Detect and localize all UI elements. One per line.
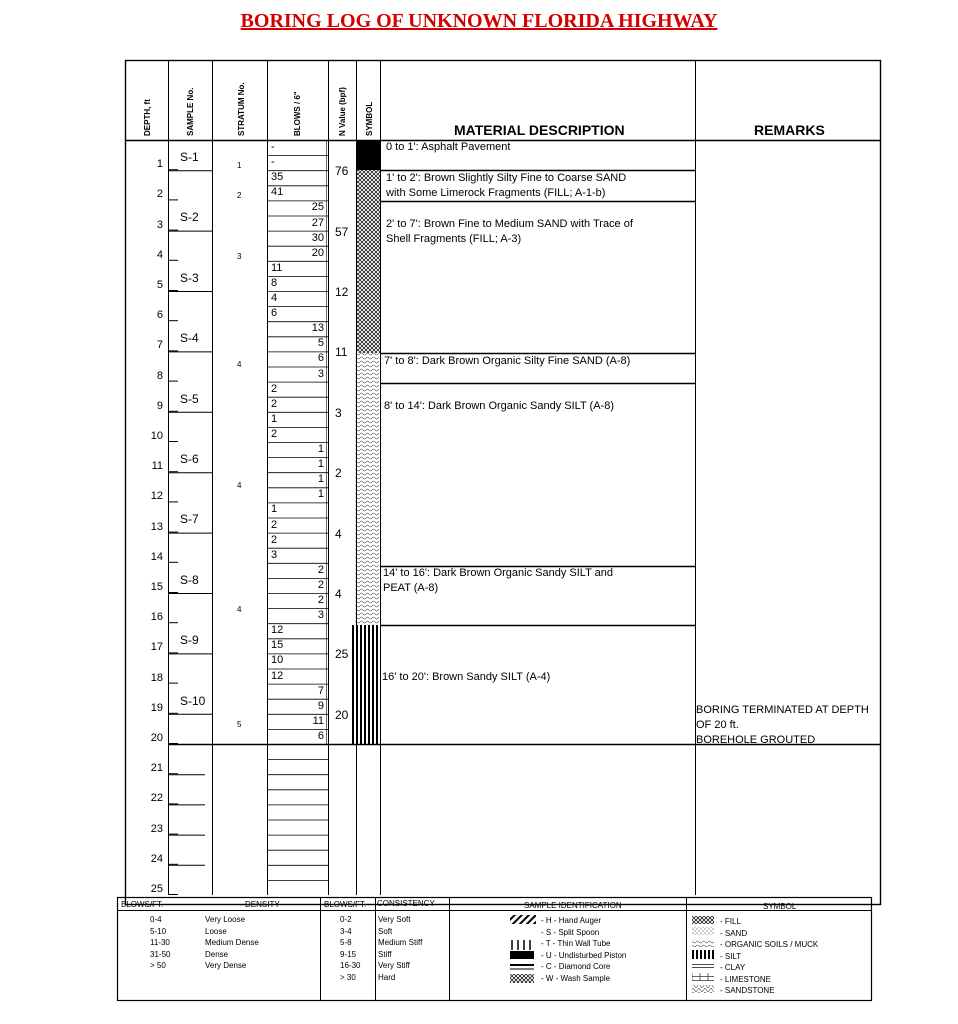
depth-label: 9	[156, 399, 163, 412]
blow-count: -	[271, 156, 275, 169]
density-blows: 31-50	[150, 949, 171, 959]
n-value: 20	[335, 707, 349, 722]
symbol-type: - LIMESTONE	[720, 974, 771, 984]
depth-label: 10	[150, 430, 163, 442]
depth-label: 17	[150, 641, 163, 654]
sample-id: S-3	[180, 270, 199, 285]
depth-label: 12	[150, 490, 163, 503]
depth-label: 20	[150, 732, 163, 744]
sample-id: S-5	[180, 391, 199, 406]
silt-symbol	[352, 625, 378, 744]
symbol-header: SYMBOL	[365, 101, 374, 136]
blow-count: 2	[317, 578, 324, 591]
consistency-label: Very Stiff	[378, 961, 410, 970]
blow-count: 10	[271, 654, 284, 667]
depth-label: 16	[150, 611, 163, 624]
legend-density-header: DENSITY	[245, 900, 280, 909]
sample-id: S-4	[180, 331, 199, 346]
blow-count: 6	[317, 352, 324, 365]
sample-id: S-6	[180, 452, 199, 466]
density-blows: 5-10	[150, 926, 167, 936]
blow-count: 41	[271, 186, 284, 199]
depth-label: 13	[150, 520, 163, 533]
density-label: Very Dense	[205, 961, 247, 970]
sample-id: S-1	[180, 150, 199, 164]
depth-label: 23	[150, 822, 163, 835]
blow-count: 12	[271, 669, 284, 682]
remarks-text: BORING TERMINATED AT DEPTH OF 20 ft. BOREHOLE GROUTED	[696, 704, 869, 746]
material-layer-7: 16' to 20': Brown Sandy SILT (A-4)	[382, 671, 551, 683]
blow-count: 2	[271, 382, 278, 395]
depth-label: 18	[150, 671, 163, 684]
stratum-header: STRATUM No.	[237, 82, 246, 136]
material-layer-3: 2' to 7': Brown Fine to Medium SAND with Trace of Shell Fragments (FILL; A-3)	[386, 218, 633, 245]
depth-label: 15	[150, 581, 163, 593]
stratum-label: 1	[237, 161, 242, 171]
blow-count: 2	[317, 563, 324, 576]
density-label: Medium Dense	[205, 938, 259, 947]
stratum-label: 4	[237, 605, 242, 615]
blow-count: 20	[311, 246, 324, 259]
stratum-label: 3	[237, 251, 242, 261]
blows-header: BLOWS / 6"	[293, 91, 302, 136]
legend-sample-id-header: SAMPLE IDENTIFICATION	[524, 901, 622, 910]
sample-type: - U - Undisturbed Piston	[541, 950, 627, 960]
density-label: Loose	[205, 926, 227, 936]
n-value: 76	[335, 164, 349, 179]
material-header: MATERIAL DESCRIPTION	[454, 122, 625, 138]
density-blows: 0-4	[150, 915, 162, 924]
density-label: Very Loose	[205, 915, 246, 924]
consistency-label: Stiff	[378, 949, 392, 959]
blow-count: 1	[317, 488, 324, 501]
depth-label: 3	[156, 218, 163, 231]
material-layer-4: 7' to 8': Dark Brown Organic Silty Fine SAND (A-8)	[384, 355, 631, 367]
symbol-type: - SAND	[720, 928, 748, 938]
consistency-blows: 16-30	[340, 961, 361, 970]
n-value: 2	[335, 466, 342, 481]
sample-type: - T - Thin Wall Tube	[541, 939, 611, 948]
sample-id: S-8	[180, 572, 199, 587]
depth-label: 7	[156, 339, 163, 352]
legend-blows-header-2: BLOWS/FT.	[324, 900, 367, 909]
symbol-type: - SILT	[720, 951, 742, 961]
depth-label: 22	[150, 792, 163, 805]
blow-count: 1	[317, 443, 324, 455]
consistency-blows: 5-8	[340, 938, 352, 947]
depth-label: 14	[150, 550, 163, 563]
blow-count: 25	[311, 201, 324, 214]
blow-count: 6	[271, 307, 278, 320]
blow-count: 2	[271, 427, 278, 440]
remarks-header: REMARKS	[754, 122, 825, 138]
stratum-label: 4	[237, 481, 242, 491]
depth-label: 25	[150, 883, 163, 895]
density-label: Dense	[205, 949, 229, 959]
sample-id: S-9	[180, 633, 199, 648]
blow-count: 2	[271, 518, 278, 531]
sample-id: S-2	[180, 210, 199, 225]
fill-symbol	[357, 170, 381, 353]
blow-count: 5	[317, 337, 324, 350]
asphalt-symbol	[357, 140, 381, 170]
blow-count: 1	[271, 503, 278, 516]
symbol-type: - FILL	[720, 917, 741, 926]
material-layer-1: 0 to 1': Asphalt Pavement	[386, 141, 511, 153]
symbol-type: - CLAY	[720, 963, 746, 972]
blow-count: 2	[271, 397, 278, 410]
blow-count: 6	[317, 729, 324, 742]
stratum-label: 4	[237, 360, 242, 370]
depth-label: 11	[151, 460, 163, 473]
density-blows: > 50	[150, 961, 166, 970]
depth-label: 5	[156, 279, 163, 291]
blow-count: 1	[317, 473, 324, 486]
blow-count: 7	[317, 684, 324, 697]
sample-type: - C - Diamond Core	[541, 962, 611, 971]
blow-count: 3	[317, 367, 324, 380]
blow-count: -	[271, 141, 275, 153]
blow-count: 2	[271, 533, 278, 546]
sample-id: S-10	[180, 693, 206, 708]
page-title: BORING LOG OF UNKNOWN FLORIDA HIGHWAY	[240, 10, 718, 32]
legend-symbol-header: SYMBOL	[763, 902, 797, 911]
depth-label: 24	[150, 852, 163, 865]
blow-count: 1	[271, 412, 278, 425]
legend-consistency-header: CONSISTENCY	[377, 899, 435, 908]
consistency-blows: 0-2	[340, 915, 352, 924]
depth-label: 21	[150, 762, 163, 775]
stratum-label: 2	[237, 191, 242, 201]
consistency-label: Medium Stiff	[378, 938, 423, 947]
blow-count: 11	[271, 261, 283, 274]
consistency-blows: > 30	[340, 972, 356, 982]
sample-type: - W - Wash Sample	[541, 973, 611, 983]
sample-header: SAMPLE No.	[186, 87, 195, 136]
symbol-type: - ORGANIC SOILS / MUCK	[720, 940, 819, 949]
density-blows: 11-30	[150, 938, 170, 947]
nvalue-header: N Value (bpf)	[338, 87, 347, 136]
depth-label: 4	[156, 248, 163, 261]
n-value: 4	[335, 526, 342, 541]
symbol-type: - SANDSTONE	[720, 986, 775, 995]
blow-count: 30	[311, 231, 324, 244]
blow-count: 11	[312, 714, 324, 727]
blow-count: 4	[271, 292, 278, 304]
blow-count: 12	[271, 624, 284, 637]
depth-header: DEPTH, ft	[143, 99, 152, 136]
material-layer-2: 1' to 2': Brown Slightly Silty Fine to Coarse SAND with Some Limerock Fragments (FILL; A-1-b)	[386, 172, 627, 199]
blow-count: 13	[311, 322, 324, 335]
blow-count: 35	[271, 171, 284, 184]
blow-count: 1	[317, 458, 324, 471]
blow-count: 3	[317, 609, 324, 622]
consistency-label: Very Soft	[378, 915, 411, 924]
consistency-blows: 9-15	[340, 949, 357, 959]
depth-label: 19	[150, 701, 163, 714]
blow-count: 3	[271, 548, 278, 561]
depth-label: 8	[156, 369, 163, 382]
depth-label: 1	[156, 158, 163, 171]
n-value: 12	[335, 285, 349, 299]
organic-symbol	[355, 353, 379, 625]
material-layer-6: 14' to 16': Dark Brown Organic Sandy SILT and PEAT (A-8)	[383, 567, 614, 594]
n-value: 3	[335, 405, 342, 420]
sample-type: - H - Hand Auger	[541, 916, 602, 925]
blow-count: 15	[271, 639, 284, 652]
n-value: 25	[335, 647, 349, 662]
sample-id: S-7	[180, 512, 199, 527]
consistency-label: Soft	[378, 926, 393, 936]
n-value: 57	[335, 224, 349, 239]
n-value: 4	[335, 587, 342, 601]
blow-count: 2	[317, 594, 324, 606]
blow-count: 9	[317, 699, 324, 712]
material-layer-5: 8' to 14': Dark Brown Organic Sandy SILT (A-8)	[384, 400, 615, 412]
blow-count: 8	[271, 276, 278, 289]
depth-label: 2	[156, 188, 163, 201]
depth-label: 6	[156, 309, 163, 322]
legend-blows-header: BLOWS/FT.	[121, 900, 164, 909]
consistency-label: Hard	[378, 972, 396, 982]
n-value: 11	[335, 345, 348, 360]
sample-type: - S - Split Spoon	[541, 927, 600, 937]
consistency-blows: 3-4	[340, 926, 352, 936]
blow-count: 27	[311, 216, 324, 229]
stratum-label: 5	[237, 719, 242, 729]
